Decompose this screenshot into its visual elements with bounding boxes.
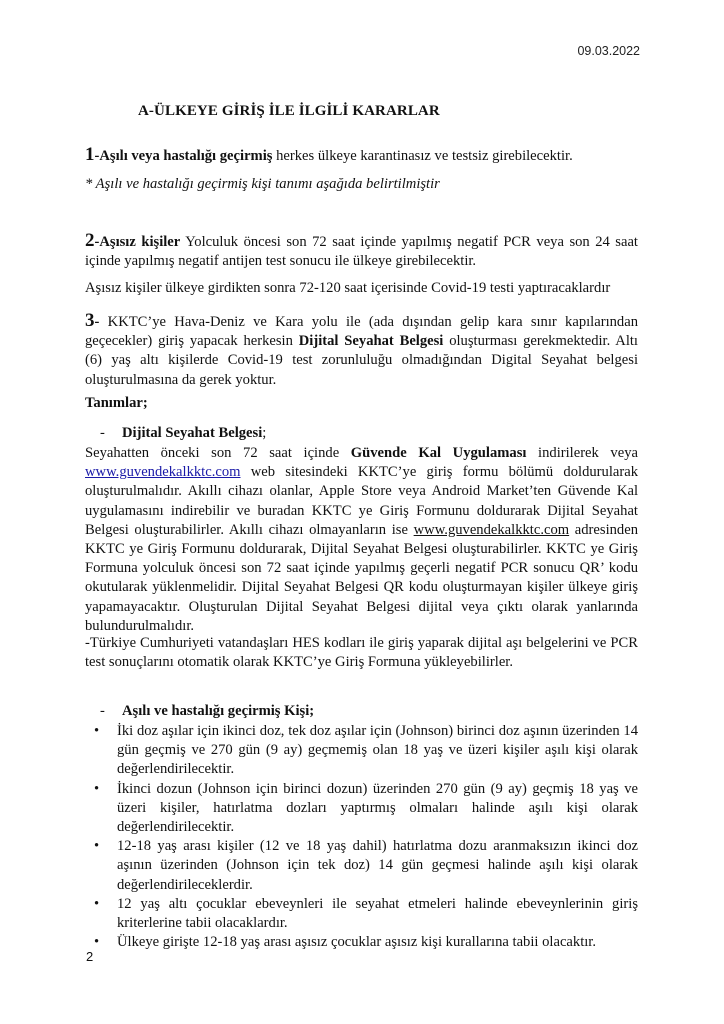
rule-text: herkes ülkeye karantinasız ve testsiz girebilecektir. <box>272 148 573 164</box>
bullet-icon: • <box>94 934 100 951</box>
bullet-icon: • <box>94 723 100 739</box>
list-item: • 12-18 yaş arası kişiler (12 ve 18 yaş dahil) hatırlatma dozu aranmaksızın ikinci doz aşının üzerinden (Johnson için tek doz) 14 gün geçmesi halinde aşılı kişi olarak değerlendirileceklerdir. <box>94 838 638 893</box>
rule-number: 2 <box>85 230 95 251</box>
guvendekal-link-2[interactable]: www.guvendekalkktc.com <box>413 521 570 538</box>
definitions-heading: Tanımlar; <box>85 395 148 411</box>
rule-2-followup: Aşısız kişiler ülkeye girdikten sonra 72-120 saat içerisinde Covid-19 testi yaptıracaklardır <box>85 280 611 296</box>
definition-dijital-heading: - Dijital Seyahat Belgesi; <box>100 425 267 441</box>
list-item: • 12 yaş altı çocuklar ebeveynleri ile seyahat etmeleri halinde ebeveynlerinin giriş kriterlerine tabii olacaklardır. <box>94 895 638 932</box>
list-item: • İkinci dozun (Johnson için birinci dozun) üzerinden 270 gün (9 ay) geçmiş 18 yaş ve üzeri kişiler, hatırlatma dozları yaptırmış olmaları halinde aşılı kişi olarak değerlendirilecektir. <box>94 780 638 836</box>
dash-marker: - <box>100 703 105 719</box>
rule-bold-label: -Aşılı veya hastalığı geçirmiş <box>94 148 273 164</box>
vaccinated-criteria-list <box>85 722 638 952</box>
definition-dijital-note: -Türkiye Cumhuriyeti vatandaşları HES kodları ile giriş yaparak dijital aşı belgelerini ve PCR test sonuçlarını otomatik olarak KKTC’ye Giriş Formuna yükleyebilirler. <box>85 635 638 671</box>
list-item: • İki doz aşılar için ikinci doz, tek doz aşılar için (Johnson) birinci doz aşının üzerinden 14 gün geçmiş ve 270 gün (9 ay) geçmemiş olan 18 yaş ve üzeri kişiler aşılı kişi olarak değerlendirilecektir. <box>94 723 638 778</box>
definition-dijital-body: Seyahatten önceki son 72 saat içinde Güvende Kal Uygulaması indirilerek veya www.guvendekalkktc.com web sitesindeki KKTC’ye giriş formu bölümü doldurularak oluşturulmalıdır. Akıllı cihazı olanlar, Apple Store veya Android Market’ten Güvende Kal uygulamasını indirebilir ve buradan KKTC ye Giriş Formunu doldurarak Dijital Seyahat Belgesi oluşturabilirler. Akıllı cihazı olmayanların ise www.guvendekalkktc.com adresinden KKTC ye Giriş Formunu doldurarak, Dijital Seyahat Belgesi oluşturabilirler. KKTC ye Giriş Formuna yolculuk öncesi son 72 saat içinde yapılmış geçerli negatif PCR sonucu QR’ kodu okutularak yüklenmelidir. Dijital Seyahat Belgesi QR kodu oluşturmayan kişiler ülkeye giriş yapamayacaktır. Oluşturulan Dijital Seyahat Belgesi dijital veya çıktı olarak yanlarında bulundurulmalıdır. <box>85 445 639 634</box>
section-title: A-ÜLKEYE GİRİŞ İLE İLGİLİ KARARLAR <box>138 103 440 119</box>
rule-2-unvaccinated <box>85 231 638 271</box>
rule-bold-label: Dijital Seyahat Belgesi <box>298 333 444 350</box>
bullet-icon: • <box>94 895 100 912</box>
rule-1-vaccinated <box>85 145 638 166</box>
app-name: Güvende Kal Uygulaması <box>350 445 527 461</box>
guvendekal-link[interactable]: www.guvendekalkktc.com <box>85 464 241 481</box>
rule-3-digital-travel-doc: 3- KKTC’ye Hava-Deniz ve Kara yolu ile (ada dışından gelip kara sınır kapılarından geçecekler) giriş yapacak herkesin Dijital Seyahat Belgesi oluşturması gerekmektedir. Altı (6) yaş altı kişilerde Covid-19 test zorunluluğu olmadığından Digital Seyahat belgesi oluşturulmasına da gerek yoktur. <box>85 310 638 388</box>
page-number: 2 <box>86 949 94 964</box>
list-item: • Ülkeye girişte 12-18 yaş arası aşısız çocuklar aşısız kişi kurallarına tabii olacaktır. <box>85 933 638 952</box>
dash-marker: - <box>100 425 105 441</box>
rule-bold-label: -Aşısız kişiler <box>94 234 181 250</box>
bullet-icon: • <box>94 780 100 797</box>
rule-number: 1 <box>85 144 95 165</box>
bullet-icon: • <box>94 838 100 855</box>
definition-asili-heading: - Aşılı ve hastalığı geçirmiş Kişi; <box>100 703 315 719</box>
rule-1-note: * Aşılı ve hastalığı geçirmiş kişi tanımı aşağıda belirtilmiştir <box>85 176 440 192</box>
rule-text: Yolculuk öncesi son 72 saat içinde yapılmış negatif PCR veya son 24 saat içinde yapılmış negatif antijen test sonucu ile ülkeye girebilecektir. <box>85 234 638 270</box>
document-date: 09.03.2022 <box>577 44 640 58</box>
rule-number: 3 <box>85 310 95 331</box>
